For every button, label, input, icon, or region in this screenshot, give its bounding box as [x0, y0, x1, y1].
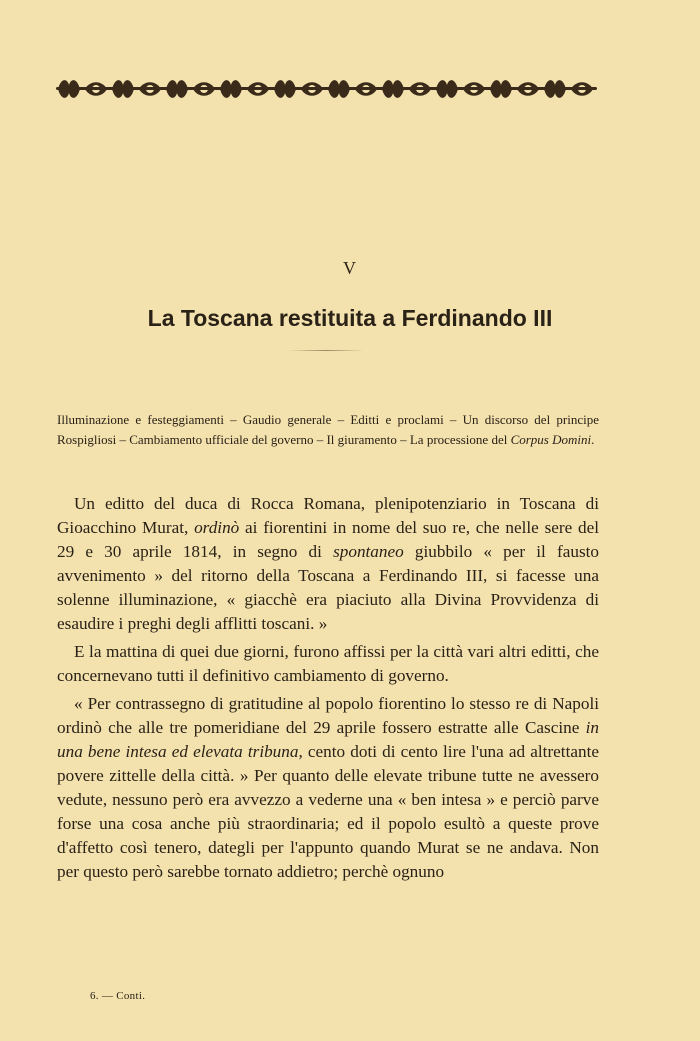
ornament-leaf [112, 80, 134, 98]
paragraph-2: E la mattina di quei due giorni, furono affissi per la città vari altri editti, che concernevano tutti il definitivo cambiamento di governo. [57, 642, 599, 685]
paragraph-1 [57, 492, 599, 636]
ornament-leaf [220, 80, 242, 98]
summary-text: Illuminazione e festeggiamenti – Gaudio generale – Editti e proclami – Un discorso del principe Rospigliosi – Cambiamento ufficiale del governo – Il giuramento – La processione del [57, 412, 599, 447]
ornament-leaf [328, 80, 350, 98]
paragraph-1-part-c: giubbilo « per il fausto avvenimento » del ritorno della Toscana a Ferdinando III, si facesse una solenne illuminazione, « giacchè era piaciuto alla Divina Provvidenza di esaudire i preghi degli afflitti toscani. » [57, 542, 599, 633]
ornament-leaf [544, 80, 566, 98]
ornament-leaf [436, 80, 458, 98]
ornament-leaf [274, 80, 296, 98]
chapter-summary [57, 410, 599, 450]
paragraph-1-italic-a: ordinò [194, 518, 240, 537]
title-divider [288, 350, 364, 351]
paragraph-3 [57, 692, 599, 884]
paragraph-3-part-b: cento doti di cento lire l'una ad altrettante povere zittelle della città. » Per quanto delle elevate tribune tutte ne avessero vedute, nessuno però era avvezzo a vederne una « ben intesa » e perciò parve forse una cosa anche più straordinaria; ed il popolo esultò a queste prove d'affetto così tenero, dategli per l'appunto quando Murat se ne andava. Non per questo però sarebbe tornato addietro; perchè ognuno [57, 742, 599, 881]
ornament-leaf [382, 80, 404, 98]
decorative-ornament-band [56, 76, 597, 102]
chapter-title: La Toscana restituita a Ferdinando III [147, 305, 553, 331]
chapter-number: V [343, 258, 357, 278]
paragraph-3-italic: in una bene intesa ed elevata tribuna, [57, 718, 599, 761]
paragraph-1-italic-b: spontaneo [333, 542, 404, 561]
paragraph-1-part-b: ai fiorentini in nome del suo re, che nelle sere del 29 e 30 aprile 1814, in segno di [57, 518, 600, 561]
page-signature: 6. — Conti. [90, 990, 146, 1002]
ornament-leaf [166, 80, 188, 98]
body-text [57, 492, 599, 888]
paragraph-1-part-a: Un editto del duca di Rocca Romana, plenipotenziario in Toscana di Gioacchino Murat, [57, 494, 599, 537]
ornament-leaf [490, 80, 512, 98]
summary-end: . [591, 432, 595, 447]
ornament-leaf [58, 80, 80, 98]
paragraph-3-part-a: « Per contrassegno di gratitudine al popolo fiorentino lo stesso re di Napoli ordinò che alle tre pomeridiane del 29 aprile fossero estratte alle Cascine [57, 694, 599, 737]
summary-italic: Corpus Domini [510, 432, 592, 447]
